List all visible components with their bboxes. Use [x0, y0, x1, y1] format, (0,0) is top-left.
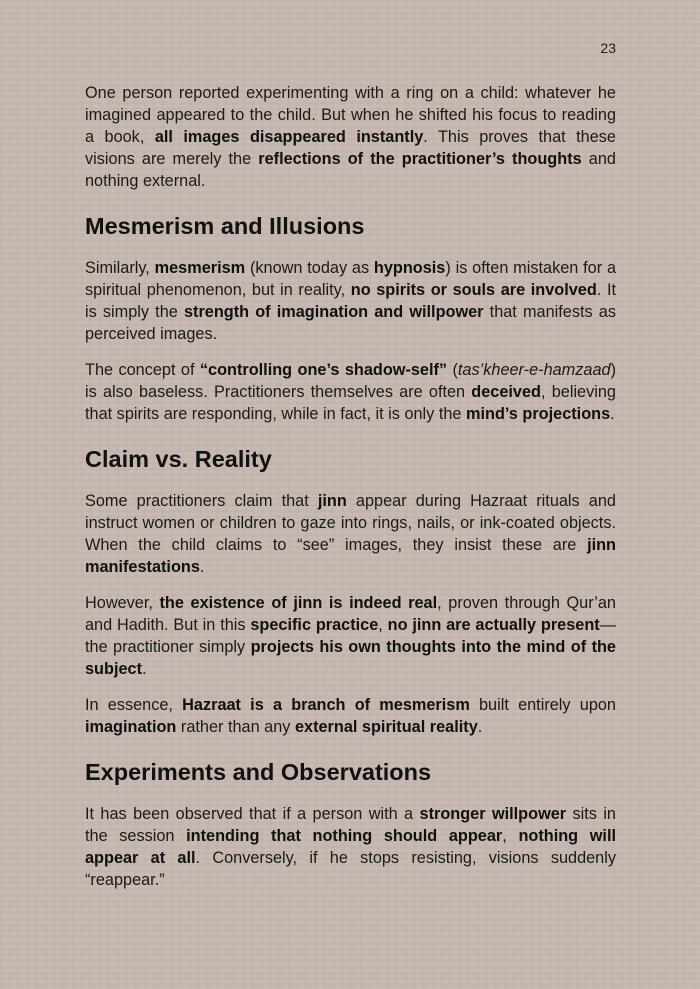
heading-claim-vs-reality: Claim vs. Reality — [85, 446, 272, 472]
heading-experiments: Experiments and Observations — [85, 759, 432, 785]
paragraph-mesmerism: Similarly, mesmerism (known today as hypnosis) is often mistaken for a spiritual phenomenon, but in reality, no spirits or souls are involved. It is simply the strength of imagination and willpower that manifests as perceived images. — [85, 259, 616, 343]
page-number: 23 — [600, 40, 616, 56]
paragraph-ring-experiment: One person reported experimenting with a ring on a child: whatever he imagined appeared to the child. But when he shifted his focus to reading a book, all images disappeared instantly. This proves that these visions are merely the reflections of the practitioner’s thoughts and nothing external. — [85, 84, 616, 190]
paragraph-essence: In essence, Hazraat is a branch of mesmerism built entirely upon imagination rather than any external spiritual reality. — [85, 696, 616, 736]
paragraph-shadow-self: The concept of “controlling one’s shadow-self” (tas’kheer-e-hamzaad) is also baseless. Practitioners themselves are often deceived, believing that spirits are responding, while in fact, it is only the mind’s projections. — [85, 361, 616, 423]
paragraph-observations: It has been observed that if a person with a stronger willpower sits in the session intending that nothing should appear, nothing will appear at all. Conversely, if he stops resisting, visions suddenly “reappear.” — [85, 805, 616, 889]
paragraph-jinn-claim: Some practitioners claim that jinn appear during Hazraat rituals and instruct women or children to gaze into rings, nails, or ink-coated objects. When the child claims to “see” images, they insist these are jinn manifestations. — [85, 492, 616, 576]
heading-mesmerism: Mesmerism and Illusions — [85, 213, 365, 239]
paragraph-jinn-reality: However, the existence of jinn is indeed real, proven through Qur’an and Hadith. But in this specific practice, no jinn are actually present—the practitioner simply projects his own thoughts into the mind of the subject. — [85, 594, 616, 678]
document-body — [85, 82, 616, 905]
